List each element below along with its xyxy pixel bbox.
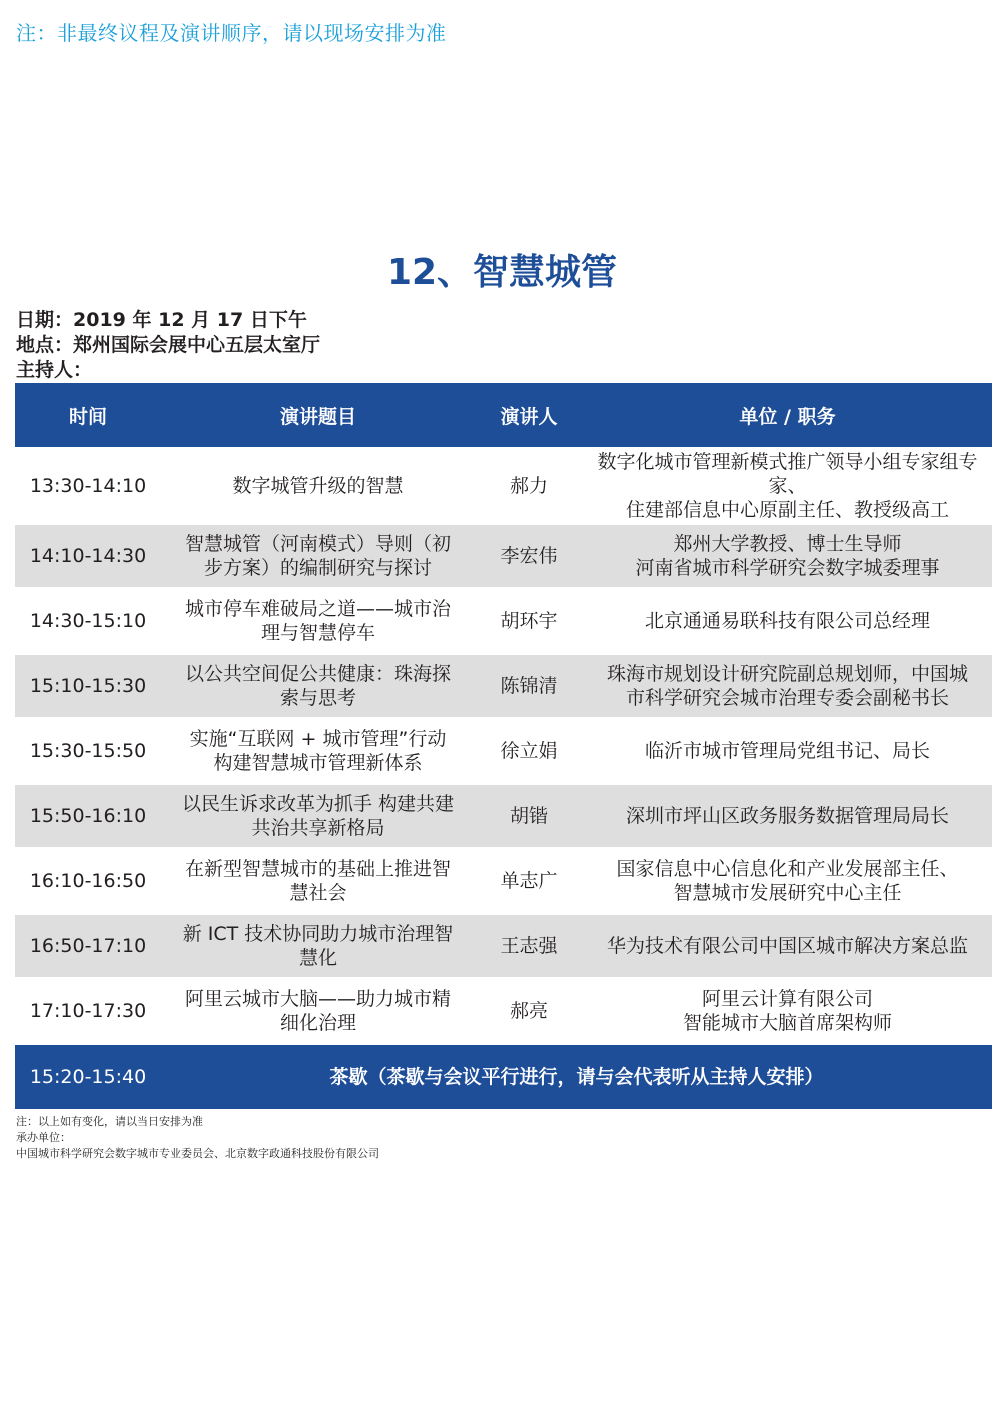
talk-topic-line: 城市停车难破局之道——城市治 [184,598,451,620]
speaker-name: 郝力 [475,449,583,524]
speaker-affiliation [583,719,992,784]
session-time: 16:10-16:50 [15,849,161,914]
talk-topic [161,654,475,719]
session-time: 14:10-14:30 [15,524,161,589]
affiliation-line: 阿里云计算有限公司 [701,988,873,1010]
affiliation-line: 河南省城市科学研究会数字城委理事 [635,557,940,579]
session-time: 13:30-14:10 [15,449,161,524]
affiliation-line: 华为技术有限公司中国区城市解决方案总监 [606,935,968,957]
footer [16,1114,379,1162]
talk-topic-line: 数字城管升级的智慧 [232,475,404,497]
session-title: 12、智慧城管 [386,252,618,293]
schedule-body [15,449,992,1109]
affiliation-line: 数字化城市管理新模式推广领导小组专家组专家、 [597,451,978,497]
talk-topic-line: 慧化 [298,947,337,969]
table-header-row [15,383,992,449]
session-host: 主持人： [16,359,93,381]
affiliation-line: 市科学研究会城市治理专委会副秘书长 [625,687,949,709]
header-topic: 演讲题目 [161,383,475,449]
talk-topic-line: 以民生诉求改革为抓手 构建共建 [181,793,455,815]
footer-note: 注：以上如有变化，请以当日安排为准 [16,1115,203,1128]
talk-topic [161,784,475,849]
talk-topic-line: 步方案）的编制研究与探讨 [203,557,432,579]
session-date: 日期：2019 年 12 月 17 日下午 [16,309,307,331]
talk-topic-line: 索与思考 [279,687,356,709]
table-row [15,784,992,849]
talk-topic-line: 慧社会 [289,882,347,904]
header-affiliation: 单位 / 职务 [583,383,992,449]
talk-topic-line: 构建智慧城市管理新体系 [213,752,423,774]
speaker-affiliation [583,449,992,524]
talk-topic-line: 新 ICT 技术协同助力城市治理智 [182,923,454,945]
speaker-affiliation [583,784,992,849]
talk-topic-line: 阿里云城市大脑——助力城市精 [184,988,451,1010]
speaker-name: 胡锴 [475,784,583,849]
session-time: 17:10-17:30 [15,979,161,1044]
table-row [15,524,992,589]
speaker-affiliation [583,849,992,914]
speaker-affiliation [583,979,992,1044]
tea-break-row [15,1044,992,1109]
affiliation-line: 智慧城市发展研究中心主任 [673,882,902,904]
session-venue: 地点：郑州国际会展中心五层太室厅 [16,334,321,356]
table-row [15,719,992,784]
affiliation-line: 住建部信息中心原副主任、教授级高工 [625,499,949,521]
session-time: 15:50-16:10 [15,784,161,849]
affiliation-line: 临沂市城市管理局党组书记、局长 [644,740,930,762]
talk-topic [161,979,475,1044]
speaker-name: 单志广 [475,849,583,914]
footer-organizer-label: 承办单位： [16,1131,71,1144]
talk-topic-line: 理与智慧停车 [260,622,375,644]
table-row [15,914,992,979]
top-note: 注：非最终议程及演讲顺序，请以现场安排为准 [16,21,447,45]
affiliation-line: 郑州大学教授、博士生导师 [673,533,902,555]
speaker-name: 王志强 [475,914,583,979]
table-row [15,589,992,654]
table-row [15,849,992,914]
affiliation-line: 珠海市规划设计研究院副总规划师，中国城 [606,663,968,685]
tea-break-time: 15:20-15:40 [15,1044,161,1109]
session-time: 15:30-15:50 [15,719,161,784]
session-time: 14:30-15:10 [15,589,161,654]
speaker-affiliation [583,914,992,979]
affiliation-line: 国家信息中心信息化和产业发展部主任、 [616,858,959,880]
affiliation-line: 北京通通易联科技有限公司总经理 [644,610,930,632]
table-row [15,979,992,1044]
talk-topic [161,719,475,784]
session-time: 16:50-17:10 [15,914,161,979]
speaker-affiliation [583,589,992,654]
speaker-name: 郝亮 [475,979,583,1044]
footer-organizers: 中国城市科学研究会数字城市专业委员会、北京数字政通科技股份有限公司 [16,1147,379,1160]
talk-topic-line: 以公共空间促公共健康：珠海探 [184,663,451,685]
talk-topic [161,524,475,589]
table-row [15,654,992,719]
talk-topic-line: 共治共享新格局 [251,817,385,839]
talk-topic [161,449,475,524]
talk-topic-line: 实施“互联网 + 城市管理”行动 [189,728,447,750]
affiliation-line: 智能城市大脑首席架构师 [682,1012,892,1034]
speaker-affiliation [583,524,992,589]
table-row [15,449,992,524]
talk-topic [161,849,475,914]
talk-topic-line: 在新型智慧城市的基础上推进智 [184,858,451,880]
schedule-table [15,383,992,1109]
header-speaker: 演讲人 [475,383,583,449]
session-time: 15:10-15:30 [15,654,161,719]
talk-topic-line: 细化治理 [279,1012,356,1034]
talk-topic [161,914,475,979]
talk-topic-line: 智慧城管（河南模式）导则（初 [184,533,451,555]
tea-break-text: 茶歇（茶歇与会议平行进行，请与会代表听从主持人安排） [161,1044,992,1109]
speaker-name: 李宏伟 [475,524,583,589]
affiliation-line: 深圳市坪山区政务服务数据管理局局长 [625,805,949,827]
speaker-name: 徐立娟 [475,719,583,784]
talk-topic [161,589,475,654]
header-time: 时间 [15,383,161,449]
speaker-name: 胡环宇 [475,589,583,654]
speaker-name: 陈锦清 [475,654,583,719]
speaker-affiliation [583,654,992,719]
